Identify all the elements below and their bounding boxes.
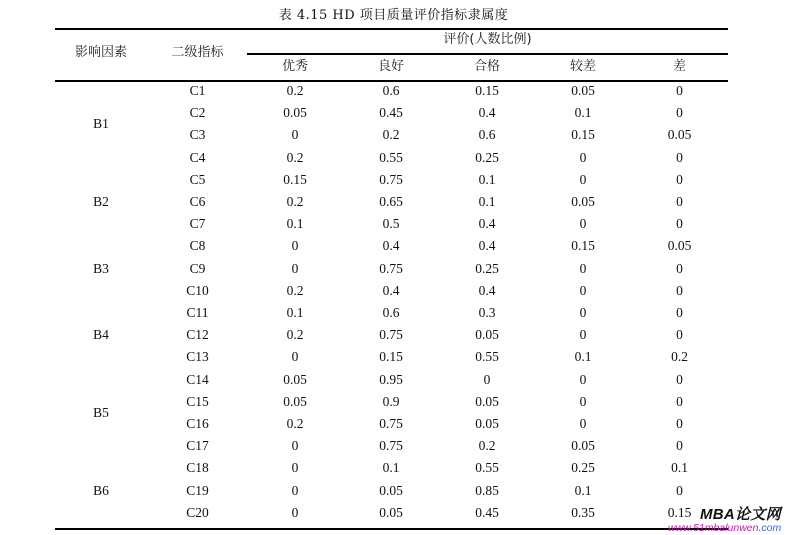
header-grade-excellent: 优秀 — [281, 59, 308, 74]
value-cell: 0.05 — [283, 105, 307, 121]
value-cell: 0.05 — [475, 327, 499, 343]
value-cell: 0.2 — [286, 149, 304, 165]
value-cell: 0 — [579, 327, 587, 343]
value-cell: 0.6 — [478, 127, 496, 143]
value-cell: 0.15 — [475, 83, 499, 98]
value-cell: 0.05 — [379, 504, 403, 520]
value-cell: 0 — [291, 482, 299, 498]
watermark-url-prefix: www.51mbalunwen — [668, 522, 759, 534]
value-cell: 0.1 — [478, 194, 496, 209]
value-cell: 0.2 — [286, 416, 304, 431]
value-cell: 0.95 — [379, 371, 403, 387]
factor-cell: B6 — [93, 482, 109, 498]
value-cell: 0 — [676, 282, 683, 298]
value-cell: 0.75 — [379, 438, 403, 454]
value-cell: 0.25 — [475, 260, 499, 276]
value-cell: 0 — [579, 393, 587, 409]
value-cell: 0.1 — [382, 460, 400, 476]
value-cell: 0.05 — [571, 438, 595, 454]
value-cell: 0 — [676, 105, 683, 121]
value-cell: 0.15 — [379, 349, 403, 365]
value-cell: 0 — [291, 504, 299, 520]
value-cell: 0.45 — [379, 105, 403, 121]
value-cell: 0.1 — [478, 171, 496, 187]
value-cell: 0.9 — [382, 393, 400, 409]
value-cell: 0.1 — [574, 482, 592, 498]
header-grade-bad: 差 — [672, 59, 686, 74]
value-cell: 0.05 — [571, 83, 595, 98]
table-bottom-rule — [55, 528, 728, 530]
indicator-cell: C17 — [186, 438, 209, 454]
value-cell: 0.2 — [286, 83, 304, 98]
value-cell: 0.2 — [286, 282, 304, 298]
indicator-cell: C10 — [186, 282, 209, 298]
factor-cell: B4 — [93, 327, 109, 343]
indicator-cell: C3 — [189, 127, 206, 143]
indicator-cell: C18 — [186, 460, 209, 476]
value-cell: 0.4 — [478, 216, 496, 232]
value-cell: 0.65 — [379, 194, 403, 209]
value-cell: 0.4 — [478, 238, 496, 254]
value-cell: 0 — [291, 260, 299, 276]
value-cell: 0 — [579, 171, 587, 187]
value-cell: 0.15 — [667, 504, 692, 520]
factor-cell: B5 — [93, 404, 109, 420]
value-cell: 0 — [676, 83, 683, 98]
value-cell: 0.2 — [478, 438, 496, 454]
value-cell: 0.55 — [475, 460, 499, 476]
value-cell: 0 — [676, 149, 683, 165]
indicator-cell: C1 — [189, 83, 206, 98]
value-cell: 0.1 — [574, 349, 592, 365]
value-cell: 0 — [291, 238, 299, 254]
indicator-cell: C8 — [189, 238, 206, 254]
value-cell: 0.1 — [671, 460, 688, 476]
value-cell: 0 — [579, 260, 587, 276]
indicator-cell: C15 — [186, 393, 209, 409]
value-cell: 0.1 — [574, 105, 592, 121]
value-cell: 0.2 — [671, 349, 688, 365]
table-caption: 表 4.15 HD 项目质量评价指标隶属度 — [278, 8, 509, 23]
value-cell: 0.05 — [667, 127, 692, 143]
indicator-cell: C2 — [189, 105, 206, 121]
factor-cell: B1 — [93, 116, 109, 132]
value-cell: 0.1 — [286, 305, 304, 320]
value-cell: 0.05 — [283, 371, 307, 387]
value-cell: 0.3 — [478, 305, 496, 320]
value-cell: 0.05 — [571, 194, 595, 209]
value-cell: 0.4 — [478, 282, 496, 298]
factor-cell: B3 — [93, 260, 109, 276]
value-cell: 0.55 — [379, 149, 403, 165]
value-cell: 0.15 — [283, 171, 307, 187]
indicator-cell: C14 — [186, 371, 209, 387]
watermark-url-suffix: .com — [758, 522, 782, 534]
value-cell: 0.4 — [382, 238, 400, 254]
value-cell: 0 — [676, 416, 683, 431]
value-cell: 0 — [483, 371, 491, 387]
header-group-rule — [247, 53, 728, 55]
value-cell: 0 — [676, 327, 683, 343]
value-cell: 0 — [291, 127, 299, 143]
value-cell: 0 — [676, 171, 683, 187]
value-cell: 0 — [291, 460, 299, 476]
value-cell: 0.6 — [382, 83, 400, 98]
value-cell: 0.05 — [379, 482, 403, 498]
value-cell: 0 — [676, 438, 683, 454]
value-cell: 0 — [579, 416, 587, 431]
value-cell: 0.25 — [571, 460, 595, 476]
watermark-brand: MBA论文网 — [700, 506, 781, 523]
value-cell: 0 — [676, 260, 683, 276]
indicator-cell: C5 — [189, 171, 206, 187]
factor-cell: B2 — [93, 194, 109, 209]
value-cell: 0 — [676, 194, 683, 209]
header-indicator: 二级指标 — [171, 45, 224, 60]
value-cell: 0 — [579, 149, 587, 165]
indicator-cell: C6 — [189, 194, 206, 209]
value-cell: 0 — [676, 393, 683, 409]
value-cell: 0.75 — [379, 327, 403, 343]
value-cell: 0.2 — [286, 194, 304, 209]
value-cell: 0.45 — [475, 504, 499, 520]
value-cell: 0.5 — [382, 216, 400, 232]
header-grade-good: 良好 — [377, 59, 404, 74]
value-cell: 0.6 — [382, 305, 400, 320]
value-cell: 0 — [676, 305, 683, 320]
indicator-cell: C13 — [186, 349, 209, 365]
value-cell: 0 — [579, 216, 587, 232]
value-cell: 0.05 — [283, 393, 307, 409]
value-cell: 0 — [291, 438, 299, 454]
value-cell: 0.4 — [478, 105, 496, 121]
watermark-url — [668, 522, 781, 534]
value-cell: 0.15 — [571, 238, 595, 254]
value-cell: 0.05 — [667, 238, 692, 254]
value-cell: 0.85 — [475, 482, 499, 498]
indicator-cell: C4 — [189, 149, 206, 165]
header-grade-pass: 合格 — [473, 59, 500, 74]
value-cell: 0.35 — [571, 504, 595, 520]
value-cell: 0.2 — [382, 127, 400, 143]
value-cell: 0.4 — [382, 282, 400, 298]
value-cell: 0.15 — [571, 127, 595, 143]
indicator-cell: C9 — [189, 260, 206, 276]
value-cell: 0 — [676, 482, 683, 498]
indicator-cell: C11 — [186, 305, 209, 320]
value-cell: 0 — [579, 371, 587, 387]
value-cell: 0 — [676, 371, 683, 387]
value-cell: 0.1 — [286, 216, 304, 232]
indicator-cell: C20 — [186, 504, 209, 520]
value-cell: 0.2 — [286, 327, 304, 343]
value-cell: 0 — [291, 349, 299, 365]
value-cell: 0.05 — [475, 393, 499, 409]
value-cell: 0.55 — [475, 349, 499, 365]
value-cell: 0.75 — [379, 416, 403, 431]
indicator-cell: C7 — [189, 216, 206, 232]
value-cell: 0 — [579, 305, 587, 320]
header-factor: 影响因素 — [74, 45, 127, 60]
indicator-cell: C19 — [186, 482, 209, 498]
header-evaluation-group: 评价(人数比例) — [443, 32, 532, 47]
value-cell: 0.75 — [379, 260, 403, 276]
value-cell: 0 — [676, 216, 683, 232]
indicator-cell: C12 — [186, 327, 209, 343]
indicator-cell: C16 — [186, 416, 209, 431]
header-grade-poor: 较差 — [569, 59, 596, 74]
value-cell: 0.25 — [475, 149, 499, 165]
value-cell: 0 — [579, 282, 587, 298]
value-cell: 0.75 — [379, 171, 403, 187]
value-cell: 0.05 — [475, 416, 499, 431]
